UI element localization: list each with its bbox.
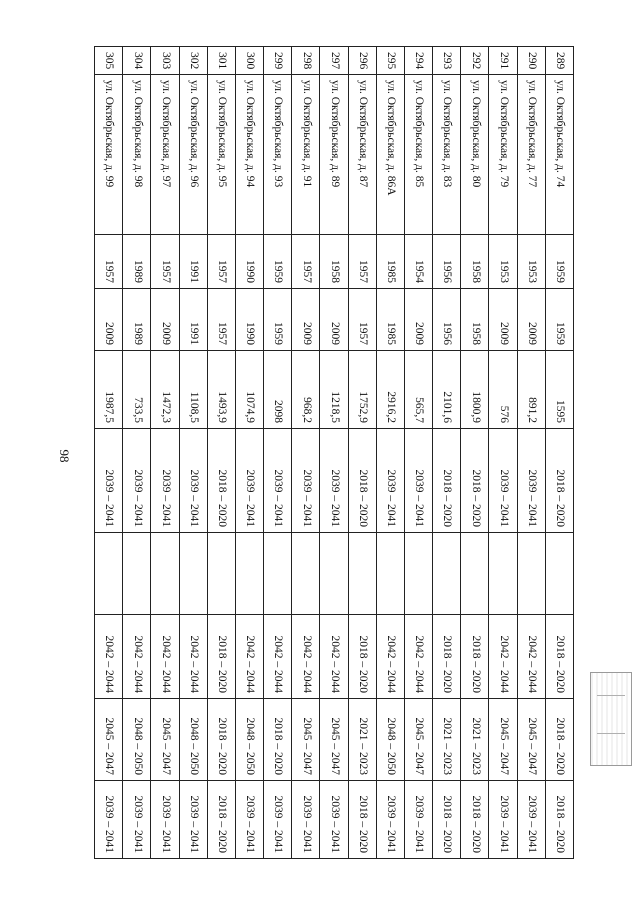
year-cell: 2009 <box>95 289 123 351</box>
period-cell: 2039 – 2041 <box>151 429 179 533</box>
period-cell: 2018 – 2020 <box>545 781 573 859</box>
area-cell: 2916,2 <box>376 351 404 429</box>
address-cell: ул. Октябрьская, д. 93 <box>264 75 292 235</box>
table-row <box>433 47 461 859</box>
period-cell: 2042 – 2044 <box>517 615 545 699</box>
period-cell-empty <box>235 533 263 615</box>
period-cell: 2018 – 2020 <box>348 429 376 533</box>
period-cell: 2048 – 2050 <box>235 699 263 781</box>
period-cell: 2042 – 2044 <box>292 615 320 699</box>
address-cell: ул. Октябрьская, д. 89 <box>320 75 348 235</box>
row-number-cell: 301 <box>207 47 235 75</box>
archive-stamp <box>590 672 632 766</box>
year-built-cell: 1957 <box>95 235 123 289</box>
period-cell: 2018 – 2020 <box>461 615 489 699</box>
period-cell: 2039 – 2041 <box>179 429 207 533</box>
period-cell: 2048 – 2050 <box>179 699 207 781</box>
period-cell: 2018 – 2020 <box>545 429 573 533</box>
area-cell: 891,2 <box>517 351 545 429</box>
area-cell: 565,7 <box>404 351 432 429</box>
period-cell-empty <box>123 533 151 615</box>
year-built-cell: 1957 <box>151 235 179 289</box>
area-cell: 2098 <box>264 351 292 429</box>
area-cell: 1987,5 <box>95 351 123 429</box>
area-cell: 1493,9 <box>207 351 235 429</box>
address-cell: ул. Октябрьская, д. 97 <box>151 75 179 235</box>
table-row <box>264 47 292 859</box>
area-cell: 1752,9 <box>348 351 376 429</box>
period-cell: 2042 – 2044 <box>489 615 517 699</box>
row-number-cell: 304 <box>123 47 151 75</box>
row-number-cell: 293 <box>433 47 461 75</box>
address-cell: ул. Октябрьская, д. 99 <box>95 75 123 235</box>
period-cell: 2042 – 2044 <box>404 615 432 699</box>
area-cell: 576 <box>489 351 517 429</box>
rotated-table-sheet <box>94 46 574 858</box>
period-cell: 2039 – 2041 <box>235 781 263 859</box>
period-cell: 2045 – 2047 <box>489 699 517 781</box>
year-cell: 2009 <box>489 289 517 351</box>
row-number-cell: 292 <box>461 47 489 75</box>
address-cell: ул. Октябрьская, д. 86А <box>376 75 404 235</box>
period-cell: 2018 – 2020 <box>207 429 235 533</box>
period-cell-empty <box>517 533 545 615</box>
address-cell: ул. Октябрьская, д. 96 <box>179 75 207 235</box>
area-cell: 968,2 <box>292 351 320 429</box>
period-cell: 2039 – 2041 <box>489 429 517 533</box>
period-cell: 2039 – 2041 <box>123 781 151 859</box>
row-number-cell: 296 <box>348 47 376 75</box>
period-cell: 2018 – 2020 <box>545 615 573 699</box>
period-cell: 2039 – 2041 <box>404 429 432 533</box>
year-built-cell: 1985 <box>376 235 404 289</box>
address-cell: ул. Октябрьская, д. 87 <box>348 75 376 235</box>
period-cell: 2039 – 2041 <box>264 429 292 533</box>
year-built-cell: 1991 <box>179 235 207 289</box>
period-cell: 2039 – 2041 <box>151 781 179 859</box>
area-cell: 1218,5 <box>320 351 348 429</box>
period-cell-empty <box>545 533 573 615</box>
address-cell: ул. Октябрьская, д. 95 <box>207 75 235 235</box>
period-cell: 2045 – 2047 <box>292 699 320 781</box>
period-cell: 2048 – 2050 <box>123 699 151 781</box>
period-cell: 2042 – 2044 <box>264 615 292 699</box>
period-cell: 2018 – 2020 <box>348 781 376 859</box>
row-number-cell: 291 <box>489 47 517 75</box>
period-cell: 2039 – 2041 <box>264 781 292 859</box>
table-body <box>95 47 574 859</box>
period-cell-empty <box>404 533 432 615</box>
year-built-cell: 1953 <box>517 235 545 289</box>
year-cell: 1991 <box>179 289 207 351</box>
row-number-cell: 305 <box>95 47 123 75</box>
period-cell: 2018 – 2020 <box>433 429 461 533</box>
period-cell: 2039 – 2041 <box>320 781 348 859</box>
period-cell: 2045 – 2047 <box>95 699 123 781</box>
year-built-cell: 1989 <box>123 235 151 289</box>
area-cell: 1472,3 <box>151 351 179 429</box>
table-row <box>348 47 376 859</box>
period-cell: 2045 – 2047 <box>517 699 545 781</box>
area-cell: 1108,5 <box>179 351 207 429</box>
period-cell: 2018 – 2020 <box>545 699 573 781</box>
year-cell: 1959 <box>545 289 573 351</box>
period-cell: 2018 – 2020 <box>207 781 235 859</box>
year-built-cell: 1957 <box>292 235 320 289</box>
period-cell: 2042 – 2044 <box>376 615 404 699</box>
area-cell: 1074,9 <box>235 351 263 429</box>
period-cell: 2018 – 2020 <box>461 781 489 859</box>
table-row <box>489 47 517 859</box>
year-cell: 2009 <box>292 289 320 351</box>
year-cell: 1989 <box>123 289 151 351</box>
row-number-cell: 297 <box>320 47 348 75</box>
year-built-cell: 1957 <box>207 235 235 289</box>
row-number-cell: 289 <box>545 47 573 75</box>
address-cell: ул. Октябрьская, д. 77 <box>517 75 545 235</box>
period-cell: 2018 – 2020 <box>207 615 235 699</box>
table-row <box>123 47 151 859</box>
year-cell: 1959 <box>264 289 292 351</box>
period-cell: 2021 – 2023 <box>461 699 489 781</box>
year-built-cell: 1958 <box>461 235 489 289</box>
year-built-cell: 1956 <box>433 235 461 289</box>
period-cell-empty <box>461 533 489 615</box>
period-cell: 2039 – 2041 <box>292 781 320 859</box>
year-cell: 1990 <box>235 289 263 351</box>
year-cell: 2009 <box>517 289 545 351</box>
period-cell-empty <box>179 533 207 615</box>
period-cell: 2039 – 2041 <box>95 429 123 533</box>
period-cell: 2039 – 2041 <box>292 429 320 533</box>
row-number-cell: 300 <box>235 47 263 75</box>
year-cell: 2009 <box>404 289 432 351</box>
table-row <box>517 47 545 859</box>
table-row <box>235 47 263 859</box>
table-row <box>320 47 348 859</box>
year-cell: 1958 <box>461 289 489 351</box>
area-cell: 1595 <box>545 351 573 429</box>
row-number-cell: 294 <box>404 47 432 75</box>
period-cell: 2039 – 2041 <box>376 429 404 533</box>
period-cell: 2018 – 2020 <box>348 615 376 699</box>
address-cell: ул. Октябрьская, д. 80 <box>461 75 489 235</box>
period-cell: 2039 – 2041 <box>517 781 545 859</box>
period-cell: 2042 – 2044 <box>235 615 263 699</box>
period-cell: 2039 – 2041 <box>235 429 263 533</box>
row-number-cell: 298 <box>292 47 320 75</box>
area-cell: 2101,6 <box>433 351 461 429</box>
row-number-cell: 299 <box>264 47 292 75</box>
period-cell-empty <box>95 533 123 615</box>
period-cell: 2018 – 2020 <box>433 781 461 859</box>
period-cell: 2039 – 2041 <box>404 781 432 859</box>
period-cell: 2039 – 2041 <box>95 781 123 859</box>
year-built-cell: 1959 <box>264 235 292 289</box>
period-cell-empty <box>320 533 348 615</box>
year-cell: 1957 <box>207 289 235 351</box>
table-row <box>292 47 320 859</box>
period-cell: 2039 – 2041 <box>123 429 151 533</box>
period-cell-empty <box>264 533 292 615</box>
year-cell: 1957 <box>348 289 376 351</box>
year-built-cell: 1953 <box>489 235 517 289</box>
table-row <box>207 47 235 859</box>
year-built-cell: 1954 <box>404 235 432 289</box>
period-cell: 2042 – 2044 <box>95 615 123 699</box>
period-cell: 2045 – 2047 <box>320 699 348 781</box>
period-cell: 2039 – 2041 <box>489 781 517 859</box>
address-cell: ул. Октябрьская, д. 83 <box>433 75 461 235</box>
table-row <box>404 47 432 859</box>
year-cell: 1956 <box>433 289 461 351</box>
period-cell: 2042 – 2044 <box>123 615 151 699</box>
table-row <box>461 47 489 859</box>
address-cell: ул. Октябрьская, д. 91 <box>292 75 320 235</box>
period-cell-empty <box>151 533 179 615</box>
table-row <box>95 47 123 859</box>
period-cell-empty <box>292 533 320 615</box>
period-cell: 2042 – 2044 <box>320 615 348 699</box>
period-cell: 2018 – 2020 <box>461 429 489 533</box>
year-built-cell: 1959 <box>545 235 573 289</box>
address-cell: ул. Октябрьская, д. 98 <box>123 75 151 235</box>
table-row <box>545 47 573 859</box>
period-cell: 2039 – 2041 <box>320 429 348 533</box>
row-number-cell: 295 <box>376 47 404 75</box>
address-cell: ул. Октябрьская, д. 74 <box>545 75 573 235</box>
period-cell-empty <box>348 533 376 615</box>
period-cell: 2039 – 2041 <box>517 429 545 533</box>
table-row <box>376 47 404 859</box>
year-cell: 1985 <box>376 289 404 351</box>
rotated-table-frame <box>94 46 574 858</box>
period-cell: 2045 – 2047 <box>404 699 432 781</box>
period-cell: 2039 – 2041 <box>376 781 404 859</box>
period-cell: 2048 – 2050 <box>376 699 404 781</box>
period-cell: 2021 – 2023 <box>433 699 461 781</box>
table-row <box>151 47 179 859</box>
period-cell-empty <box>433 533 461 615</box>
row-number-cell: 290 <box>517 47 545 75</box>
period-cell-empty <box>207 533 235 615</box>
address-cell: ул. Октябрьская, д. 79 <box>489 75 517 235</box>
period-cell: 2042 – 2044 <box>179 615 207 699</box>
row-number-cell: 303 <box>151 47 179 75</box>
row-number-cell: 302 <box>179 47 207 75</box>
address-cell: ул. Октябрьская, д. 85 <box>404 75 432 235</box>
year-cell: 2009 <box>320 289 348 351</box>
area-cell: 1800,9 <box>461 351 489 429</box>
page-number: 98 <box>57 449 72 463</box>
period-cell: 2018 – 2020 <box>433 615 461 699</box>
year-cell: 2009 <box>151 289 179 351</box>
period-cell: 2045 – 2047 <box>151 699 179 781</box>
table-row <box>179 47 207 859</box>
period-cell: 2042 – 2044 <box>151 615 179 699</box>
year-built-cell: 1958 <box>320 235 348 289</box>
period-cell: 2039 – 2041 <box>179 781 207 859</box>
period-cell: 2021 – 2023 <box>348 699 376 781</box>
area-cell: 733,5 <box>123 351 151 429</box>
period-cell: 2018 – 2020 <box>264 699 292 781</box>
period-cell-empty <box>489 533 517 615</box>
year-built-cell: 1957 <box>348 235 376 289</box>
housing-repair-schedule-table <box>94 46 574 859</box>
address-cell: ул. Октябрьская, д. 94 <box>235 75 263 235</box>
period-cell: 2018 – 2020 <box>207 699 235 781</box>
period-cell-empty <box>376 533 404 615</box>
year-built-cell: 1990 <box>235 235 263 289</box>
